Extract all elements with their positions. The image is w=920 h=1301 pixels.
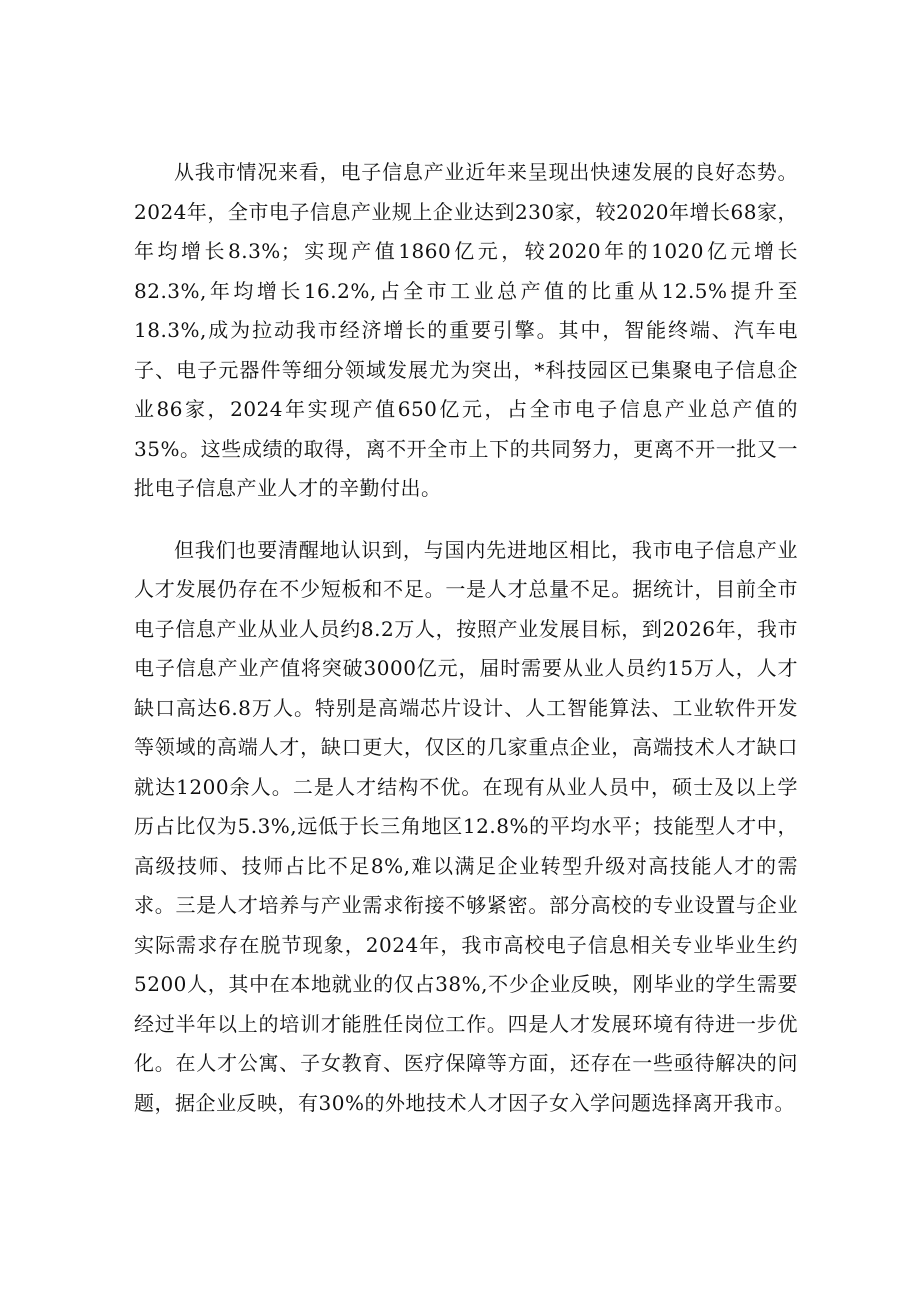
- document-body: [134, 153, 798, 1123]
- paragraph-talent-shortcomings: 但我们也要清醒地认识到，与国内先进地区相比，我市电子信息产业人才发展仍存在不少短板和不足。一是人才总量不足。据统计，目前全市电子信息产业从业人员约8.2万人，按照产业发展目标，到2026年，我市电子信息产业产值将突破3000亿元，届时需要从业人员约15万人，人才缺口高达6.8万人。特别是高端芯片设计、人工智能算法、工业软件开发等领域的高端人才，缺口更大，仅区的几家重点企业，高端技术人才缺口就达1200余人。二是人才结构不优。在现有从业人员中，硕士及以上学历占比仅为5.3%,远低于长三角地区12.8%的平均水平；技能型人才中，高级技师、技师占比不足8%,难以满足企业转型升级对高技能人才的需求。三是人才培养与产业需求衔接不够紧密。部分高校的专业设置与企业实际需求存在脱节现象，2024年，我市高校电子信息相关专业毕业生约5200人，其中在本地就业的仅占38%,不少企业反映，刚毕业的学生需要经过半年以上的培训才能胜任岗位工作。四是人才发展环境有待进一步优化。在人才公寓、子女教育、医疗保障等方面，还存在一些亟待解决的问题，据企业反映，有30%的外地技术人才因子女入学问题选择离开我市。: [134, 537, 798, 1115]
- paragraph-industry-overview: 从我市情况来看，电子信息产业近年来呈现出快速发展的良好态势。2024年，全市电子信息产业规上企业达到230家，较2020年增长68家，年均增长8.3%；实现产值1860亿元，较2020年的1020亿元增长82.3%,年均增长16.2%,占全市工业总产值的比重从12.5%提升至18.3%,成为拉动我市经济增长的重要引擎。其中，智能终端、汽车电子、电子元器件等细分领域发展尤为突出，*科技园区已集聚电子信息企业86家，2024年实现产值650亿元，占全市电子信息产业总产值的35%。这些成绩的取得，离不开全市上下的共同努力，更离不开一批又一批电子信息产业人才的辛勤付出。: [134, 160, 798, 500]
